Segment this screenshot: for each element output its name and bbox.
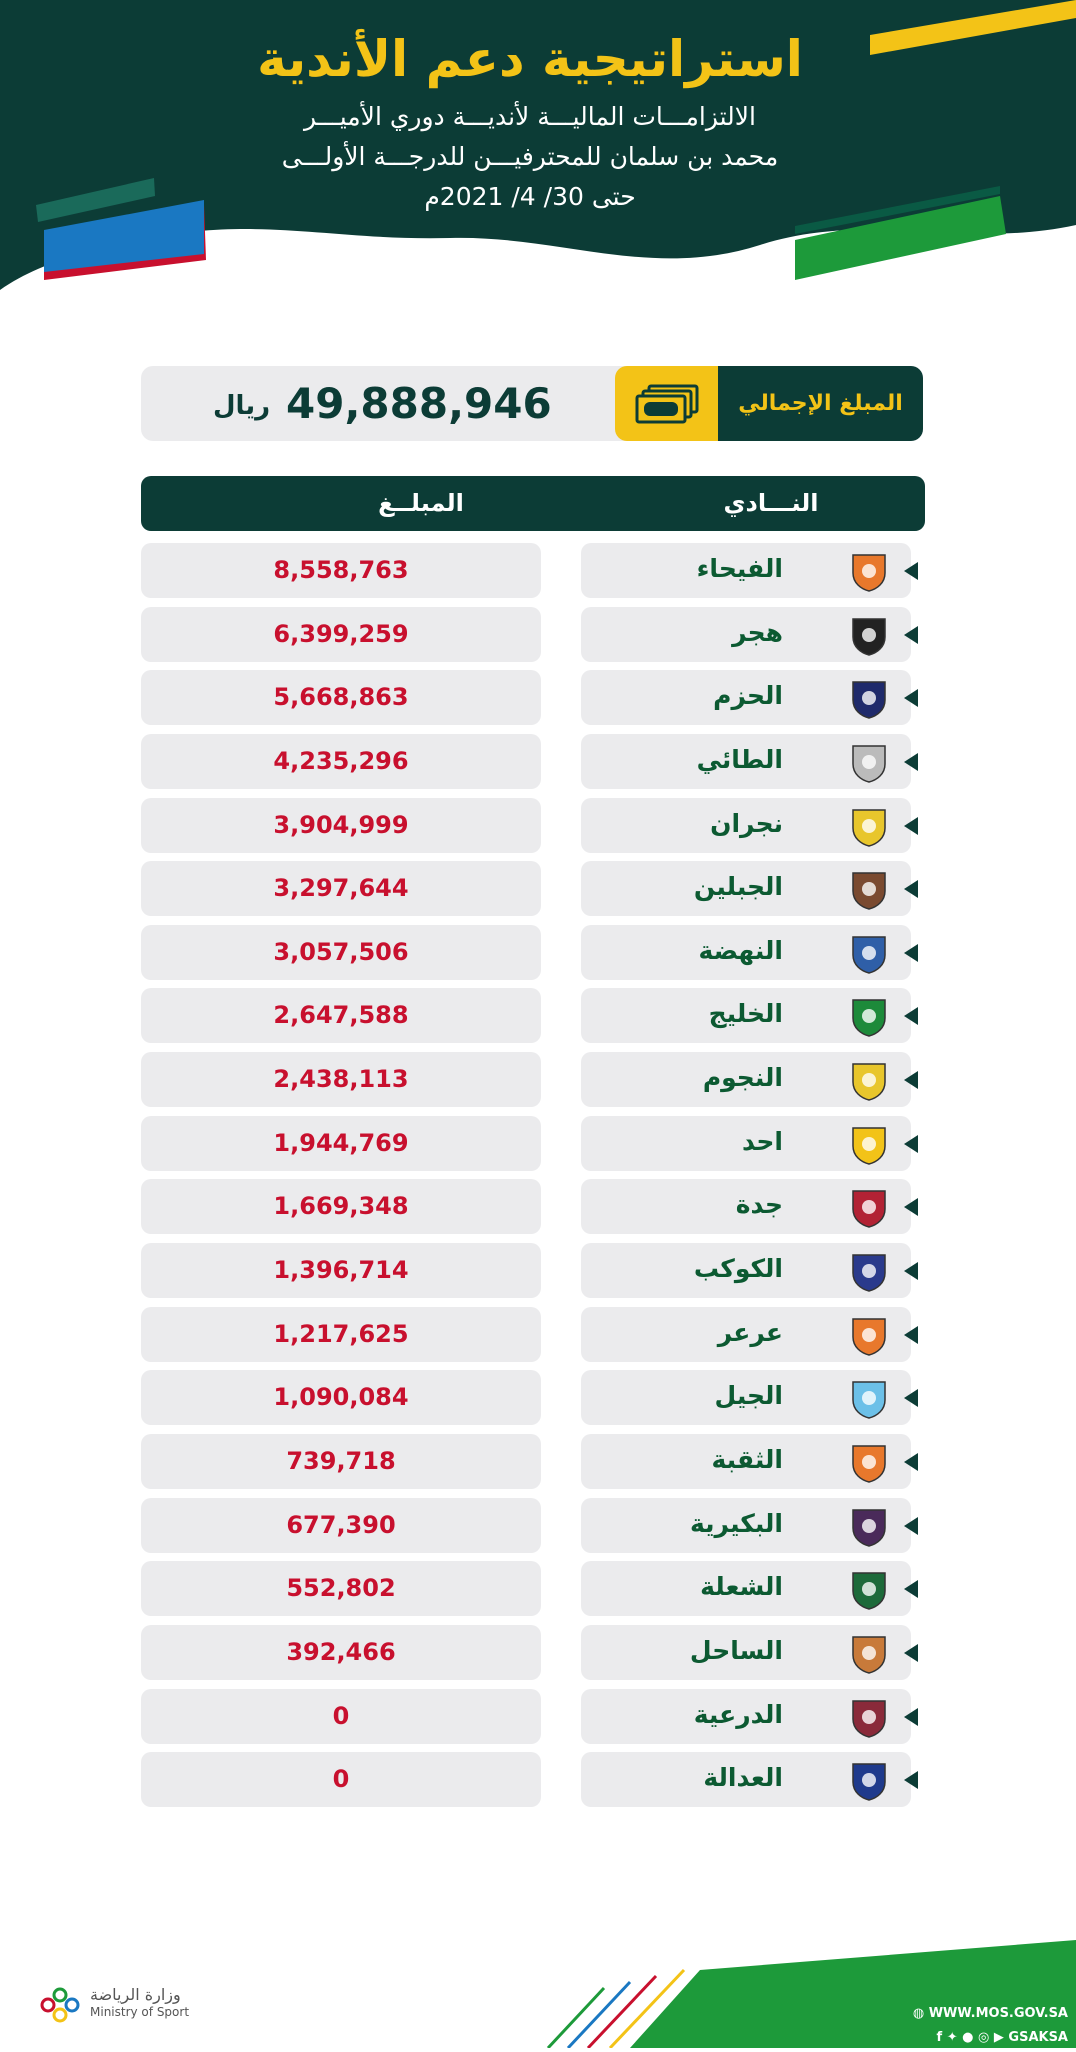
amount-cell: 739,718 xyxy=(141,1434,541,1489)
row-arrow-icon xyxy=(904,1580,918,1598)
globe-icon: ◍ xyxy=(912,2006,929,2021)
total-value: 49,888,946 xyxy=(286,379,552,428)
club-cell xyxy=(581,1689,911,1744)
club-cell xyxy=(581,1625,911,1680)
row-arrow-icon xyxy=(904,1389,918,1407)
amount-cell: 3,297,644 xyxy=(141,861,541,916)
club-cell xyxy=(581,1434,911,1489)
amount-cell: 677,390 xyxy=(141,1498,541,1553)
amount-column-header: المبلــغ xyxy=(378,489,464,517)
row-arrow-icon xyxy=(904,1771,918,1789)
ministry-logo xyxy=(38,1985,188,2027)
club-logo-icon xyxy=(847,676,891,720)
table-row xyxy=(0,1116,1076,1171)
table-row xyxy=(0,1052,1076,1107)
club-logo-icon xyxy=(847,1185,891,1229)
amount-cell: 6,399,259 xyxy=(141,607,541,662)
page-title: استراتيجية دعم الأندية xyxy=(257,30,803,88)
table-header xyxy=(141,476,925,531)
club-cell xyxy=(581,1052,911,1107)
club-logo-icon xyxy=(847,1313,891,1357)
table-row xyxy=(0,607,1076,662)
row-arrow-icon xyxy=(904,689,918,707)
table-row xyxy=(0,1243,1076,1298)
club-logo-icon xyxy=(847,613,891,657)
row-arrow-icon xyxy=(904,880,918,898)
amount-cell: 1,669,348 xyxy=(141,1179,541,1234)
club-name: نجران xyxy=(710,808,783,838)
club-logo-icon xyxy=(847,1122,891,1166)
club-name: الساحل xyxy=(689,1635,783,1665)
club-name: الشعلة xyxy=(700,1572,783,1602)
club-name: الخليج xyxy=(708,999,783,1029)
club-name: النجوم xyxy=(702,1063,783,1093)
row-arrow-icon xyxy=(904,1708,918,1726)
total-amount-box xyxy=(141,366,923,441)
club-logo-icon xyxy=(847,1631,891,1675)
club-logo-icon xyxy=(847,804,891,848)
table-row xyxy=(0,1625,1076,1680)
total-label: المبلغ الإجمالي xyxy=(718,366,923,441)
club-logo-icon xyxy=(847,740,891,784)
club-logo-icon xyxy=(847,1758,891,1802)
table-row xyxy=(0,670,1076,725)
website-link[interactable]: ◍ WWW.MOS.GOV.SA xyxy=(912,2006,1068,2021)
club-logo-icon xyxy=(847,1058,891,1102)
club-cell xyxy=(581,1561,911,1616)
table-row xyxy=(0,1752,1076,1807)
amount-cell: 3,904,999 xyxy=(141,798,541,853)
club-name: الطائي xyxy=(696,744,783,774)
club-name: احد xyxy=(741,1126,783,1156)
club-name: جدة xyxy=(735,1190,783,1220)
club-cell xyxy=(581,925,911,980)
row-arrow-icon xyxy=(904,562,918,580)
social-handle[interactable]: f ✦ ● ◎ ▶ GSAKSA xyxy=(936,2030,1068,2045)
amount-cell: 3,057,506 xyxy=(141,925,541,980)
club-logo-icon xyxy=(847,1504,891,1548)
amount-cell: 1,944,769 xyxy=(141,1116,541,1171)
club-cell xyxy=(581,861,911,916)
ministry-emblem-icon xyxy=(38,1985,82,2027)
row-arrow-icon xyxy=(904,1071,918,1089)
subtitle-line-2: محمد بن سلمان للمحترفيـــن للدرجـــة الأولـــى xyxy=(281,142,779,171)
club-name: الجبلين xyxy=(693,872,783,902)
club-column-header: النـــادي xyxy=(723,489,819,517)
amount-cell: 552,802 xyxy=(141,1561,541,1616)
club-logo-icon xyxy=(847,1249,891,1293)
row-arrow-icon xyxy=(904,1644,918,1662)
table-row xyxy=(0,1370,1076,1425)
amount-cell: 0 xyxy=(141,1689,541,1744)
row-arrow-icon xyxy=(904,944,918,962)
amount-cell: 0 xyxy=(141,1752,541,1807)
club-name: الفيحاء xyxy=(696,554,783,583)
table-row xyxy=(0,1307,1076,1362)
amount-cell: 392,466 xyxy=(141,1625,541,1680)
row-arrow-icon xyxy=(904,1326,918,1344)
amount-cell: 1,217,625 xyxy=(141,1307,541,1362)
amount-cell: 2,647,588 xyxy=(141,988,541,1043)
table-row xyxy=(0,1689,1076,1744)
row-arrow-icon xyxy=(904,1262,918,1280)
amount-cell: 1,090,084 xyxy=(141,1370,541,1425)
club-logo-icon xyxy=(847,549,891,593)
clubs-table xyxy=(0,543,1076,1816)
club-name: العدالة xyxy=(703,1763,783,1793)
club-logo-icon xyxy=(847,1567,891,1611)
amount-cell: 5,668,863 xyxy=(141,670,541,725)
club-name: البكيرية xyxy=(689,1508,783,1538)
ministry-name-en: Ministry of Sport xyxy=(90,2005,190,2019)
amount-cell: 1,396,714 xyxy=(141,1243,541,1298)
club-cell xyxy=(581,1370,911,1425)
club-name: الدرعية xyxy=(693,1699,783,1729)
club-logo-icon xyxy=(847,931,891,975)
club-cell xyxy=(581,988,911,1043)
table-row xyxy=(0,861,1076,916)
row-arrow-icon xyxy=(904,1198,918,1216)
table-row xyxy=(0,988,1076,1043)
club-name: الحزم xyxy=(713,681,783,711)
table-row xyxy=(0,1561,1076,1616)
club-name: هجر xyxy=(732,617,783,647)
club-cell xyxy=(581,670,911,725)
table-row xyxy=(0,1434,1076,1489)
amount-cell: 4,235,296 xyxy=(141,734,541,789)
club-cell xyxy=(581,798,911,853)
row-arrow-icon xyxy=(904,817,918,835)
amount-cell: 8,558,763 xyxy=(141,543,541,598)
header-banner xyxy=(0,0,1076,300)
club-name: عرعر xyxy=(717,1317,783,1347)
club-cell xyxy=(581,734,911,789)
table-row xyxy=(0,925,1076,980)
social-icons: f ✦ ● ◎ ▶ xyxy=(936,2030,1009,2045)
club-cell xyxy=(581,1243,911,1298)
club-logo-icon xyxy=(847,1376,891,1420)
club-cell xyxy=(581,543,911,598)
club-logo-icon xyxy=(847,867,891,911)
ministry-name-ar: وزارة الرياضة xyxy=(90,1985,181,2004)
total-currency: ريال xyxy=(213,391,271,421)
row-arrow-icon xyxy=(904,1007,918,1025)
club-name: الجيل xyxy=(714,1381,783,1411)
row-arrow-icon xyxy=(904,1517,918,1535)
club-cell xyxy=(581,1752,911,1807)
club-cell xyxy=(581,1498,911,1553)
club-cell xyxy=(581,1307,911,1362)
club-logo-icon xyxy=(847,994,891,1038)
table-row xyxy=(0,1179,1076,1234)
cash-icon xyxy=(615,366,718,441)
row-arrow-icon xyxy=(904,1453,918,1471)
club-logo-icon xyxy=(847,1695,891,1739)
subtitle-line-1: الالتزامـــات الماليـــة لأنديـــة دوري الأميـــر xyxy=(303,102,756,131)
club-cell xyxy=(581,1179,911,1234)
club-name: النهضة xyxy=(698,935,783,965)
amount-cell: 2,438,113 xyxy=(141,1052,541,1107)
row-arrow-icon xyxy=(904,1135,918,1153)
subtitle-line-3: حتى 30/ 4/ 2021م xyxy=(424,182,636,211)
table-row xyxy=(0,734,1076,789)
row-arrow-icon xyxy=(904,626,918,644)
row-arrow-icon xyxy=(904,753,918,771)
club-cell xyxy=(581,1116,911,1171)
club-name: الكوكب xyxy=(693,1254,783,1284)
table-row xyxy=(0,798,1076,853)
table-row xyxy=(0,543,1076,598)
club-name: الثقبة xyxy=(711,1444,783,1474)
club-cell xyxy=(581,607,911,662)
table-row xyxy=(0,1498,1076,1553)
club-logo-icon xyxy=(847,1440,891,1484)
